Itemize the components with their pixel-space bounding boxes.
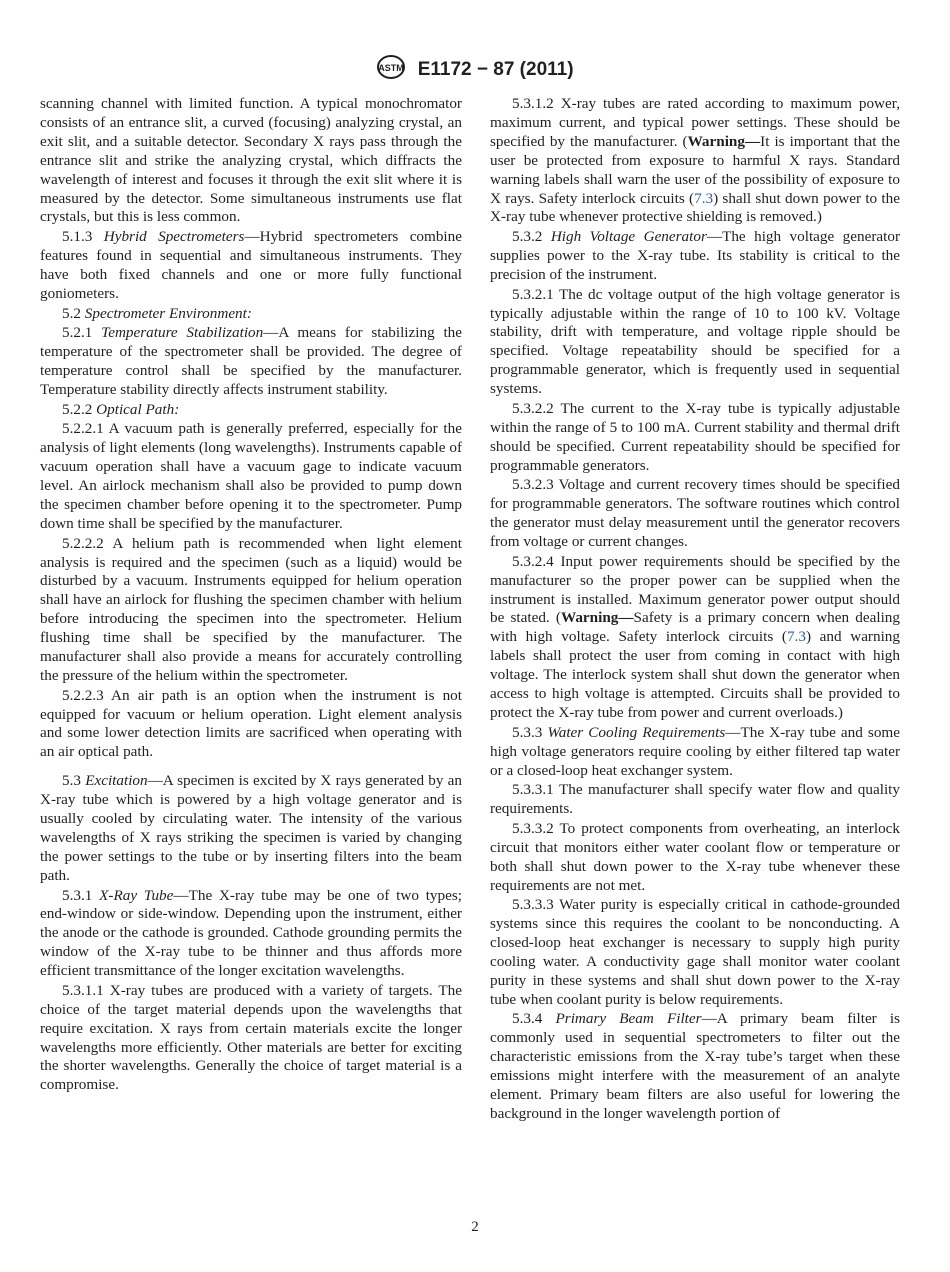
section-title: Hybrid Spectrometers — [103, 228, 245, 246]
warning-label: Warning— — [687, 132, 761, 150]
paragraph — [40, 982, 462, 1095]
paragraph-text: 5.3 — [62, 772, 86, 790]
section-title: Excitation — [85, 772, 148, 790]
paragraph — [40, 772, 462, 885]
paragraph — [490, 1010, 900, 1123]
paragraph — [490, 400, 900, 476]
paragraph — [490, 820, 900, 896]
right-column — [490, 95, 900, 1125]
paragraph-text: 5.2 — [62, 304, 85, 322]
left-column — [40, 95, 462, 1096]
paragraph — [40, 887, 462, 982]
paragraph — [490, 95, 900, 227]
paragraph-text: —The high voltage generator supplies power to the X-ray tube. Its stability is critical to the precision of the instrument. — [490, 228, 901, 283]
paragraph-text: 5.3.2.1 The dc voltage output of the high voltage generator is typically adjustable within the range of 10 to 100 kV. Voltage stability, drift with temperature, and voltage ripple should be specified. Voltage repeatability should be specified for a programmable generator, which is frequently used in sequential systems. — [490, 285, 900, 398]
paragraph-text: —A specimen is excited by X rays generated by an X-ray tube which is powered by a high voltage generator and is usually cooled by circulating water. The intensity of the various wavelengths of X rays striking the specimen is varied by changing the power settings to the tube or by inserting filters into the beam path. — [40, 772, 463, 884]
paragraph — [490, 286, 900, 399]
paragraph-text: 5.3.1 — [62, 886, 100, 904]
paragraph-text: 5.3.2.4 Input power requirements should be specified by the manufacturer so the proper power can be supplied when the instrument is installed. Maximum generator power output should be stated. ( — [490, 552, 900, 627]
paragraph-text: ) shall shut down power to the X-ray tube whenever protective shielding is removed.) — [490, 189, 900, 226]
paragraph-text: 5.2.2.1 A vacuum path is generally preferred, especially for the analysis of light elements (long wavelengths). Instruments capable of vacuum operation shall have a vacuum gage to indicate vacuum level. An airlock mechanism shall also be provided to pump down the specimen chamber before opening it to the spectrometer. Pump down time shall be specified by the manufacturer. — [40, 420, 462, 532]
paragraph — [40, 305, 462, 324]
paragraph — [40, 324, 462, 400]
paragraph-text: 5.1.3 — [62, 228, 104, 246]
paragraph-text: —The X-ray tube may be one of two types; end-window or side-window. Depending upon the instrument, either the anode or the cathode is grounded. Cathode grounding permits the window of the X-ray tube to be thinner and thus affords more efficient transmittance of the longer excitation wavelengths. — [40, 886, 462, 980]
paragraph-text: ) and warning labels shall protect the user from coming in contact with high voltage. The interlock system shall shut down the generator when access to high voltage is attempted. Circuits shall be provided to protect the X-ray tube from power and current overloads.) — [490, 628, 900, 721]
paragraph-text: —The X-ray tube and some high voltage generators require cooling by either filtered tap water or a closed-loop heat exchanger system. — [490, 723, 900, 779]
paragraph-text: 5.2.1 — [62, 324, 102, 342]
paragraph — [40, 420, 462, 533]
paragraph-text: 5.3.4 — [512, 1010, 556, 1028]
paragraph-text: Safety is a primary concern when dealing with high voltage. Safety interlock circuits ( — [490, 609, 900, 646]
paragraph-text: 5.3.3.1 The manufacturer shall specify water flow and quality requirements. — [490, 781, 900, 818]
paragraph — [40, 401, 462, 420]
paragraph-text: 5.3.3.3 Water purity is especially critical in cathode-grounded systems since this requires the coolant to be nonconducting. A closed-loop heat exchanger is necessary to supply high purity cooling water. A conductivity gage shall monitor water coolant purity in these systems and shall shut down power to the X-ray tube when coolant purity is below requirements. — [490, 896, 900, 1008]
section-title: High Voltage Generator — [550, 228, 707, 246]
warning-label: Warning— — [560, 609, 634, 627]
section-title: Temperature Stabilization — [101, 324, 264, 342]
paragraph-text: 5.2.2.2 A helium path is recommended when light element analysis is required and the specimen (such as a liquid) would be disturbed by a vacuum. Instruments equipped for helium operation shall have an airlock for flushing the specimen chamber with helium before introducing the specimen into the spectrometer. Helium flushing time shall be specified by the manufacturer. The manufacturer shall also provide a means for accurately controlling the pressure of the helium within the spectrometer. — [40, 534, 462, 684]
document-title: E1172 − 87 (2011) — [417, 59, 574, 80]
paragraph — [40, 535, 462, 686]
paragraph-text: 5.3.3.2 To protect components from overheating, an interlock circuit that monitors either water coolant flow or temperature or both shall shut down power to the X-ray tube whenever these requirements are not met. — [490, 819, 900, 894]
paragraph-text: —A primary beam filter is commonly used in sequential spectrometers to filter out the characteristic emissions from the X-ray tube’s target when these emissions might interfere with the measurement of an analyte element. Primary beam filters are also useful for lowering the background in the longer wavelength portion of — [490, 1010, 900, 1122]
paragraph-text: 5.3.2.2 The current to the X-ray tube is typically adjustable within the range of 5 to 100 mA. Current stability and thermal drift should be specified. Current repeatability should be specified for programmable generators. — [490, 399, 900, 474]
paragraph — [40, 687, 462, 763]
paragraph-text: 5.3.1.1 X-ray tubes are produced with a variety of targets. The choice of the target material depends upon the wavelengths that require excitation. X rays from certain materials excite the longer wavelengths more efficiently. Other materials are better for exciting the shorter wavelengths. Generally the choice of target material is a compromise. — [40, 981, 462, 1094]
paragraph-text: 5.3.1.2 X-ray tubes are rated according to maximum power, maximum current, and typical power settings. These should be specified by the manufacturer. ( — [490, 95, 900, 150]
paragraph-text: scanning channel with limited function. A typical monochromator consists of an entrance slit, a curved (focusing) analyzing crystal, an exit slit, and a suitable detector. Secondary X rays pass through the entrance slit and strike the analyzing crystal, which diffracts the wavelength of interest and focuses it through the exit slit where it is measured by the detector. Some simultaneous instruments use flat crystals, but this is less common. — [40, 95, 462, 226]
section-title: Primary Beam Filter — [555, 1010, 702, 1028]
section-title: Spectrometer Environment: — [84, 304, 252, 322]
astm-logo-icon — [376, 54, 406, 86]
paragraph — [490, 896, 900, 1009]
paragraph — [490, 476, 900, 552]
paragraph-text: 5.2.2 — [62, 400, 97, 418]
section-title: Optical Path: — [96, 400, 180, 418]
paragraph-text: 5.3.2.3 Voltage and current recovery times should be specified for programmable generators. The software routines which control the generator must delay measurement until the generator recovers from voltage or current changes. — [490, 476, 900, 551]
page-header — [0, 54, 950, 86]
paragraph-text: 5.3.2 — [512, 228, 551, 246]
paragraph — [490, 228, 900, 285]
paragraph — [490, 724, 900, 781]
paragraph-text: It is important that the user be protected from exposure to harmful X rays. Standard warning labels shall warn the user of the possibility of exposure to X rays. Safety interlock circuits ( — [490, 132, 900, 207]
paragraph — [490, 781, 900, 819]
paragraph — [40, 95, 462, 227]
paragraph — [40, 228, 462, 304]
paragraph-text: 5.2.2.3 An air path is an option when the instrument is not equipped for vacuum or helium operation. Light element analysis and some lower detection limits are sacrificed when operating with an air optical path. — [40, 686, 462, 761]
cross-reference-link[interactable]: 7.3 — [786, 628, 806, 646]
cross-reference-link[interactable]: 7.3 — [694, 189, 714, 207]
paragraph-text: 5.3.3 — [512, 723, 548, 741]
section-title: Water Cooling Requirements — [547, 723, 726, 741]
section-title: X-Ray Tube — [99, 886, 174, 904]
paragraph-text: —Hybrid spectrometers combine features found in sequential and simultaneous instruments. They have both fixed channels and one or more fully functional goniometers. — [40, 228, 462, 302]
page-number: 2 — [471, 1219, 479, 1235]
paragraph-text: —A means for stabilizing the temperature of the spectrometer shall be provided. The degree of temperature control shall be specified by the manufacturer. Temperature stability directly affects instrument stability. — [40, 324, 462, 398]
svg-text:ASTM: ASTM — [378, 63, 405, 73]
paragraph — [490, 553, 900, 723]
